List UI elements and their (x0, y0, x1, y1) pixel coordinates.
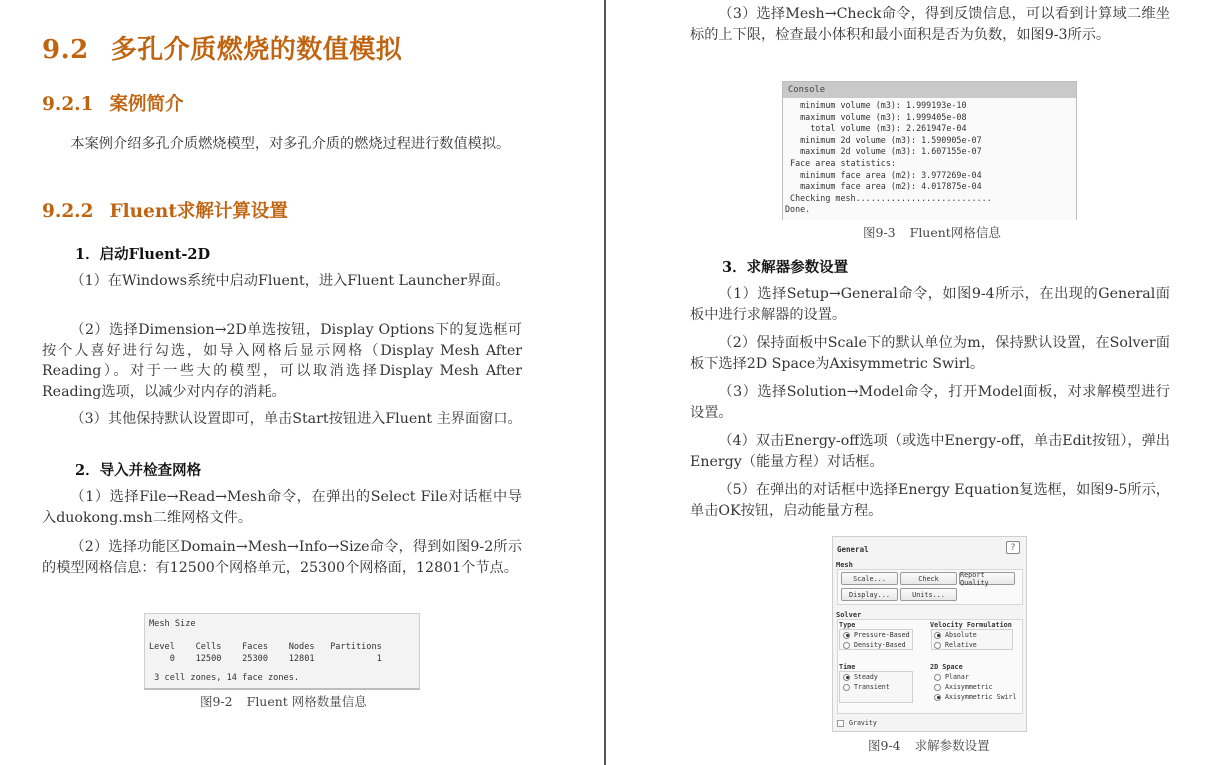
step3-para-4: （4）双击Energy-off选项（或选中Energy-off，单击Edit按钮），弹出Energy（能量方程）对话框。 (690, 433, 1170, 470)
figure-9-3-caption (863, 223, 1001, 241)
step3-para-3: （3）选择Solution→Model命令，打开Model面板，对求解模型进行设置。 (690, 384, 1170, 421)
console-output (783, 98, 1076, 220)
section-title-text: 多孔介质燃烧的数值模拟 (110, 35, 403, 65)
step3-heading: 3．求解器参数设置 (722, 259, 849, 276)
radio-transient[interactable] (843, 683, 890, 691)
section-title (42, 29, 402, 66)
step1-heading: 1．启动Fluent-2D (75, 246, 211, 263)
gravity-checkbox[interactable] (837, 719, 877, 727)
radio-label: Axisymmetric Swirl (945, 693, 1017, 701)
caption-number: 图9-3 (863, 225, 896, 240)
console-line: maximum face area (m2): 4.017875e-04 (785, 181, 982, 192)
radio-relative[interactable] (934, 641, 977, 649)
radio-label: Absolute (945, 631, 977, 639)
radio-axisymmetric[interactable] (934, 683, 993, 691)
intro-paragraph: 本案例介绍多孔介质燃烧模型，对多孔介质的燃烧过程进行数值模拟。 (70, 136, 511, 152)
radio-selected-icon (934, 694, 941, 701)
left-page (0, 0, 604, 765)
subsection-text: Fluent求解计算设置 (109, 201, 288, 222)
radio-label: Steady (854, 673, 878, 681)
radio-pressure-based[interactable] (843, 631, 910, 639)
console-line: minimum 2d volume (m3): 1.590905e-07 (785, 134, 982, 145)
solver-section-label: Solver (836, 611, 862, 619)
radio-label: Transient (854, 683, 890, 691)
radio-unselected-icon (934, 674, 941, 681)
report-quality-button[interactable]: Report Quality (959, 572, 1015, 585)
radio-selected-icon (934, 632, 941, 639)
subsection-number: 9.2.1 (42, 94, 94, 115)
mesh-size-title: Mesh Size (149, 619, 196, 629)
subsection-title-9-2-2 (42, 197, 288, 223)
console-line: maximum volume (m3): 1.999405e-08 (785, 111, 967, 122)
2d-space-label: 2D Space (930, 663, 963, 671)
radio-unselected-icon (934, 642, 941, 649)
velocity-formulation-label: Velocity Formulation (930, 621, 1012, 629)
step2-para-2: （2）选择功能区Domain→Mesh→Info→Size命令，得到如图9-2所示的模型网格信息：有12500个网格单元，25300个网格面，12801个节点。 (42, 539, 522, 576)
radio-planar[interactable] (934, 673, 969, 681)
mesh-size-header-row: Level Cells Faces Nodes Partitions (149, 642, 382, 652)
caption-number: 图9-4 (868, 738, 901, 753)
step2-para-1: （1）选择File→Read→Mesh命令，在弹出的Select File对话框中导入duokong.msh二维网格文件。 (42, 489, 522, 526)
help-icon[interactable]: ? (1006, 541, 1020, 554)
check-button[interactable]: Check (900, 572, 957, 585)
subsection-title-9-2-1 (42, 90, 184, 116)
mesh-section-label: Mesh (836, 561, 853, 569)
radio-label: Pressure-Based (854, 631, 910, 639)
caption-number: 图9-2 (200, 694, 233, 709)
radio-label: Planar (945, 673, 969, 681)
console-line: minimum face area (m2): 3.977269e-04 (785, 169, 982, 180)
console-line: Face area statistics: (785, 157, 896, 168)
radio-label: Axisymmetric (945, 683, 993, 691)
console-line: maximum 2d volume (m3): 1.607155e-07 (785, 146, 982, 157)
scale-button[interactable]: Scale... (841, 572, 898, 585)
checkbox-label: Gravity (849, 719, 877, 727)
console-line: total volume (m3): 2.261947e-04 (785, 123, 967, 134)
type-label: Type (839, 621, 856, 629)
step1-para-1: （1）在Windows系统中启动Fluent，进入Fluent Launcher界面。 (70, 273, 510, 289)
mesh-size-figure (144, 613, 420, 690)
step3-para-5: （5）在弹出的对话框中选择Energy Equation复选框，如图9-5所示，单击OK按钮，启动能量方程。 (690, 482, 1170, 519)
radio-unselected-icon (843, 684, 850, 691)
mesh-size-data-row: 0 12500 25300 12801 1 (149, 653, 382, 664)
radio-selected-icon (843, 674, 850, 681)
mesh-size-footer: 3 cell zones, 14 face zones. (149, 673, 300, 683)
radio-absolute[interactable] (934, 631, 977, 639)
radio-label: Relative (945, 641, 977, 649)
console-line: Checking mesh........................... (785, 192, 992, 203)
subsection-text: 案例简介 (109, 94, 184, 115)
mesh-check-paragraph: （3）选择Mesh→Check命令，得到反馈信息，可以看到计算域二维坐标的上下限，检查最小体积和最小面积是否为负数，如图9-3所示。 (690, 6, 1170, 43)
radio-selected-icon (843, 632, 850, 639)
section-number: 9.2 (42, 35, 89, 65)
caption-text: Fluent网格信息 (909, 225, 1001, 240)
units-button[interactable]: Units... (900, 588, 957, 601)
time-label: Time (839, 663, 856, 671)
checkbox-unchecked-icon (837, 720, 844, 727)
general-panel-figure (832, 536, 1027, 732)
radio-unselected-icon (843, 642, 850, 649)
radio-unselected-icon (934, 684, 941, 691)
step3-para-2: （2）保持面板中Scale下的默认单位为m，保持默认设置，在Solver面板下选择2D Space为Axisymmetric Swirl。 (690, 335, 1170, 372)
subsection-number: 9.2.2 (42, 201, 94, 222)
step2-heading: 2．导入并检查网格 (75, 462, 202, 479)
display-button[interactable]: Display... (841, 588, 898, 601)
step1-para-3: （3）其他保持默认设置即可，单击Start按钮进入Fluent 主界面窗口。 (70, 411, 522, 427)
console-title-bar: Console (783, 82, 1076, 98)
console-figure (782, 81, 1077, 220)
step3-para-1: （1）选择Setup→General命令，如图9-4所示，在出现的General面板中进行求解器的设置。 (690, 286, 1170, 323)
figure-9-2-caption (200, 692, 367, 710)
general-panel-title: General (837, 545, 869, 554)
step1-para-2: （2）选择Dimension→2D单选按钮，Display Options下的复选框可按个人喜好进行勾选，如导入网格后显示网格（Display Mesh After Reading）。对于一些大的模型，可以取消选择Display Mesh After Reading选项，以减少对内存的消耗。 (42, 322, 522, 400)
radio-density-based[interactable] (843, 641, 906, 649)
caption-text: 求解参数设置 (914, 738, 990, 753)
right-page (606, 0, 1210, 765)
console-line: minimum volume (m3): 1.999193e-10 (785, 100, 967, 110)
radio-steady[interactable] (843, 673, 878, 681)
console-line: Done. (785, 204, 811, 215)
caption-text: Fluent 网格数量信息 (246, 694, 367, 709)
radio-label: Density-Based (854, 641, 906, 649)
figure-9-4-caption (868, 736, 990, 754)
radio-axisymmetric-swirl[interactable] (934, 693, 1016, 701)
